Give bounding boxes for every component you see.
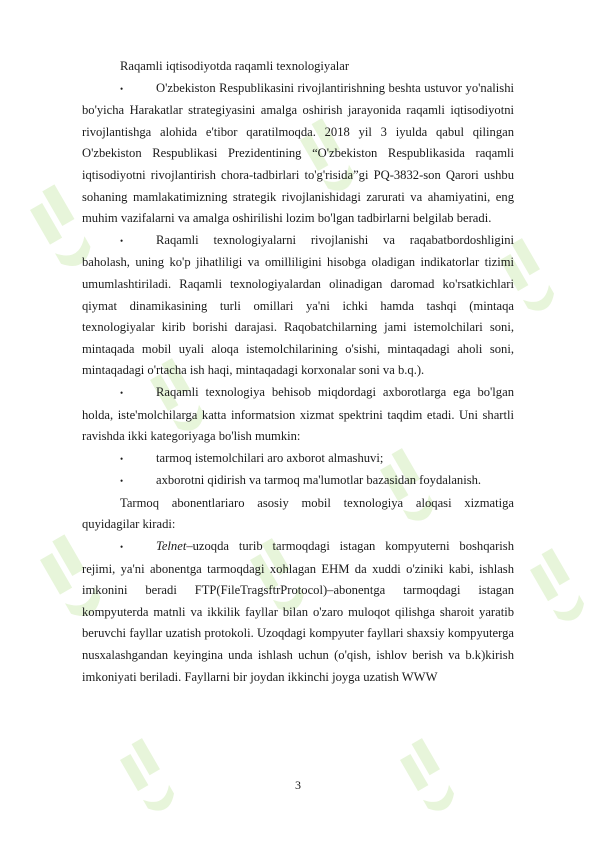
bullet-icon <box>120 78 156 101</box>
paragraph-text: Raqamli texnologiyalarni rivojlanishi va raqabatbordoshligini baholash, uning ko'p jihatliligi va omilliligini hisobga oladigan indikatorlar tizimi umumlashtiriladi. Raqamli texnologiyalardan olinadigan daromad ko'rsatkichlari qiymat dinamikasining turli omillari ya'ni ichki hamda tashqi (mintaqa texnologiyalar kirib borishi darajasi. Raqobatchilarning jami istemolchilari soni, mintaqada mobil uyali aloqa istemolchilarining o'sishi, mintaqadagi aholi soni, mintaqadagi o'rtacha ish haqi, mintaqadagi korxonalar soni va b.q.). <box>82 232 514 378</box>
bullet-paragraph <box>82 230 514 382</box>
page-number: 3 <box>295 778 301 792</box>
list-item-text: tarmoq istemolchilari aro axborot almashuvi; <box>156 450 384 465</box>
list-item-text: axborotni qidirish va tarmoq ma'lumotlar bazasidan foydalanish. <box>156 473 482 488</box>
paragraph-text: –uzoqda turib tarmoqdagi istagan kompyuterni boshqarish rejimi, ya'ni abonentga tarmoqdagi xohlagan EHM da xuddi o'ziniki kabi, ishlash imkonini beradi FTP(FileTragsftrProtocol)–abonentga tarmoqdagi istagan kompyuterda matnli va ikkilik fayllar bilan o'zaro muloqot qilishga sharoit yaratib beruvchi fayllar uzatish protokoli. Uzoqdagi kompyuter fayllari shaxsiy kompyuterga nusxalashgandan keyingina unda ishlash uchun (o'qish, ishlov berish va b.k)kirish imkoniyati beriladi. Fayllarni bir joydan ikkinchi joyga uzatish WWW <box>82 539 514 684</box>
bullet-icon <box>120 536 156 559</box>
paragraph-text: O'zbekiston Respublikasini rivojlantirishning beshta ustuvor yo'nalishi bo'yicha Harakatlar strategiyasini amalga oshirish jarayonida raqamli iqtisodiyotni rivojlantishga alohida e'tibor qaratilmoqda. 2018 yil 3 iyulda qabul qilingan O'zbekiston Respublikasi Prezidentining “O'zbekiston Respublikasida raqamli iqtisodiyotni rivojlantirish chora-tadbirlari to'g'risida”gi PQ-3832-son Qarori ushbu sohaning mamlakatimizning strategik rivojlanishidagi zarurati va ahamiyatini, eng muhim vazifalarni va amalga oshirilishi lozim bo'lgan tadbirlarni belgilab beradi. <box>82 80 514 226</box>
bullet-paragraph <box>82 382 514 448</box>
document-body <box>82 56 514 688</box>
term-telnet: Telnet <box>156 539 187 554</box>
bullet-icon <box>120 230 156 253</box>
paragraph: Tarmoq abonentlariaro asosiy mobil texnologiya aloqasi xizmatiga quyidagilar kiradi: <box>82 495 514 532</box>
bullet-icon <box>120 470 156 493</box>
bullet-item <box>82 448 514 471</box>
bullet-icon <box>120 448 156 471</box>
paragraph-text: Raqamli texnologiya behisob miqdordagi axborotlarga ega bo'lgan holda, iste'molchilarga katta informatsion xizmat spektrini taqdim etadi. Uni shartli ravishda ikki kategoriyaga bo'lish mumkin: <box>82 384 514 444</box>
bullet-item <box>82 470 514 493</box>
bullet-icon <box>120 382 156 405</box>
bullet-paragraph <box>82 78 514 230</box>
bullet-paragraph-telnet <box>82 536 514 688</box>
section-heading: Raqamli iqtisodiyotda raqamli texnologiyalar <box>120 59 350 73</box>
